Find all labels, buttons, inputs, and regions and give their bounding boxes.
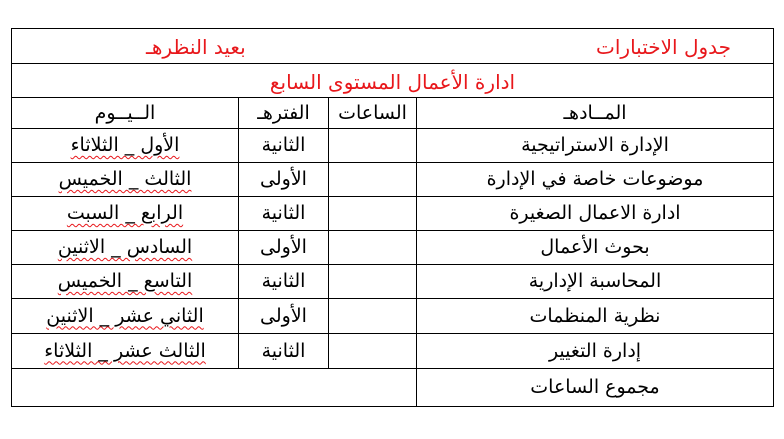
header-row (12, 98, 773, 129)
schedule-title: جدول الاختبارات (596, 35, 731, 59)
table-row (12, 163, 773, 197)
table-row (12, 265, 773, 299)
day-cell: الثاني عشر _ الاثنين (46, 304, 204, 327)
table-row (12, 299, 773, 334)
hours-cell (328, 299, 416, 333)
subtitle-row (12, 64, 773, 98)
total-row (12, 369, 773, 406)
subject-cell: بحوث الأعمال (416, 231, 773, 264)
day-column-header: الــيــوم (94, 101, 156, 124)
period-cell: الأولى (238, 299, 328, 333)
program-level-subtitle: ادارة الأعمال المستوى السابع (269, 70, 516, 94)
distance-learning-note: بعيد النظرهـ (146, 35, 246, 59)
period-cell: الثانية (238, 265, 328, 298)
period-cell: الأولى (238, 163, 328, 196)
hours-cell (328, 129, 416, 162)
day-cell: التاسع _ الخميس (57, 270, 193, 292)
subject-cell: موضوعات خاصة في الإدارة (416, 163, 773, 196)
day-cell: الثالث _ الخميس (58, 168, 192, 190)
total-hours-value (12, 369, 416, 406)
subject-cell: نظرية المنظمات (416, 299, 773, 333)
subject-cell: ادارة الاعمال الصغيرة (416, 197, 773, 230)
subject-cell: إدارة التغيير (416, 334, 773, 368)
hours-cell (328, 197, 416, 230)
hours-column-header: الساعات (328, 98, 416, 128)
total-hours-label: مجموع الساعات (416, 369, 773, 406)
hours-cell (328, 163, 416, 196)
day-cell: السادس _ الاثنين (57, 236, 193, 258)
day-cell: الأول _ الثلاثاء (70, 134, 180, 156)
table-row (12, 197, 773, 231)
table-row (12, 129, 773, 163)
hours-cell (328, 265, 416, 298)
day-cell: الثالث عشر _ الثلاثاء (44, 339, 206, 362)
period-column-header: الفترهـ (238, 98, 328, 128)
period-cell: الثانية (238, 197, 328, 230)
table-row (12, 334, 773, 369)
subject-column-header: المــادهـ (416, 98, 773, 128)
period-cell: الأولى (238, 231, 328, 264)
title-row (12, 29, 773, 64)
table-row (12, 231, 773, 265)
subject-cell: المحاسبة الإدارية (416, 265, 773, 298)
period-cell: الثانية (238, 334, 328, 368)
hours-cell (328, 334, 416, 368)
subject-cell: الإدارة الاستراتيجية (416, 129, 773, 162)
day-cell: الرابع _ السبت (66, 202, 184, 224)
period-cell: الثانية (238, 129, 328, 162)
hours-cell (328, 231, 416, 264)
exam-schedule-table (11, 28, 774, 407)
